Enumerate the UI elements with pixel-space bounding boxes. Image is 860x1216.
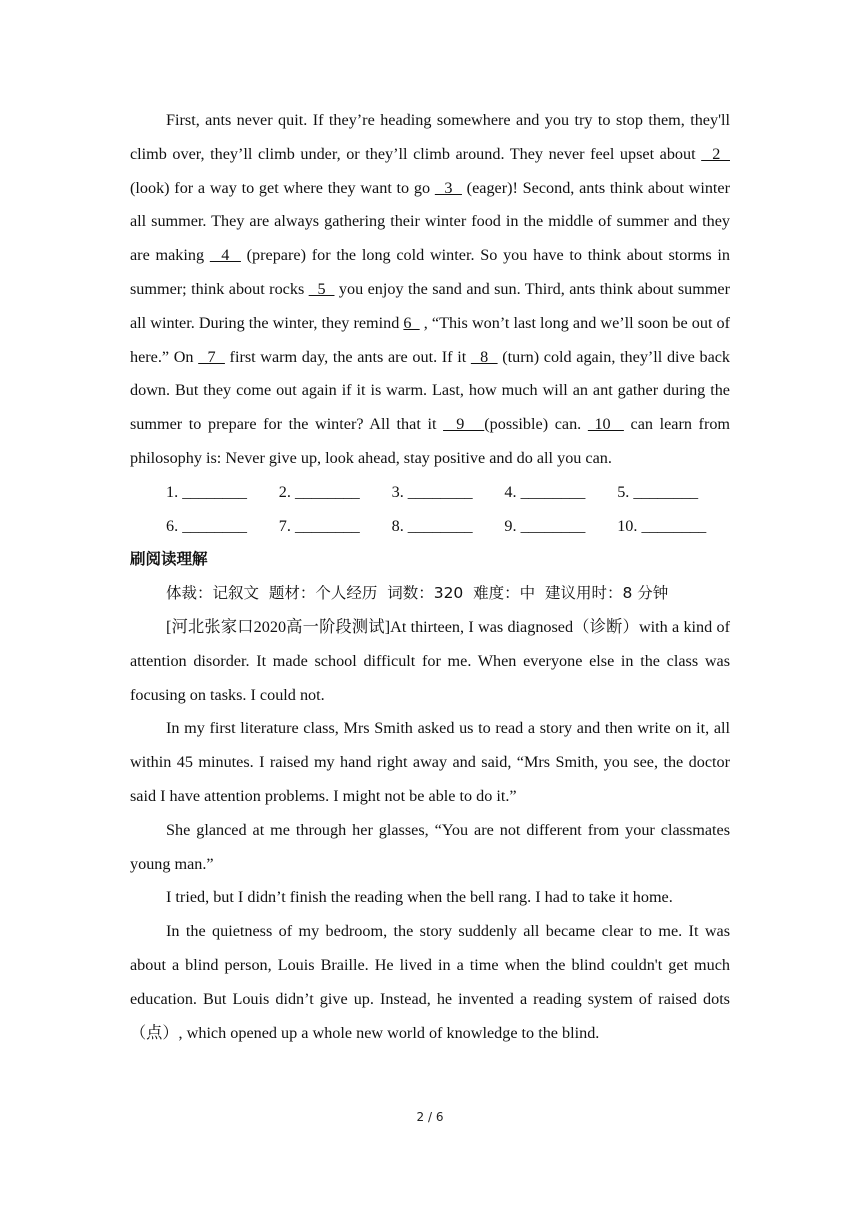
reading-paragraph-5: In the quietness of my bedroom, the story suddenly all became clear to me. It was about a blind person, Louis Braille. He lived in a time when the blind couldn't get much education. But Louis didn’t give up. Instead, he invented a reading system of raised dots（点）, which opened up a whole new world of knowledge to the blind. <box>130 922 730 1042</box>
passage-text: (turn) cold again, they’ll dive back down. But they come out again if it is warm. Last, how much will an ant gather during the summer to prepare for the winter? All that it <box>130 347 731 434</box>
passage-text: first warm day, the ants are out. If it <box>224 347 471 366</box>
blank-6: 6 <box>403 313 420 332</box>
answer-slot-9: 9. ________ <box>504 516 586 535</box>
passage-text: , “This won’t last long and we’ll soon be out of here.” On <box>130 313 731 366</box>
answer-slot-7: 7. ________ <box>278 516 360 535</box>
reading-paragraph-2: In my first literature class, Mrs Smith asked us to read a story and then write on it, all within 45 minutes. I raised my hand right away and said, “Mrs Smith, you see, the doctor said I have attention problems. I might not be able to do it.” <box>130 719 730 805</box>
answer-row-1 <box>130 476 730 510</box>
reading-paragraph-4: I tried, but I didn’t finish the reading when the bell rang. I had to take it home. <box>166 888 673 907</box>
reading-paragraph-1: [河北张家口2020高一阶段测试]At thirteen, I was diagnosed（诊断）with a kind of attention disorder. It made school difficult for me. When everyone else in the class was focusing on tasks. I could not. <box>130 617 730 704</box>
blank-4: 4 <box>209 246 241 265</box>
answer-slot-10: 10. ________ <box>617 516 707 535</box>
answer-row-2 <box>130 510 730 544</box>
section-meta: 体裁：记叙文 题材：个人经历 词数：320 难度：中 建议用时：8 分钟 <box>166 584 669 603</box>
answer-slot-3: 3. ________ <box>391 482 473 501</box>
blank-7: 7 <box>198 347 225 366</box>
answer-slot-5: 5. ________ <box>617 482 699 501</box>
section-heading: 刷阅读理解 <box>130 550 208 569</box>
blank-2: 2 <box>701 144 730 163</box>
blank-8: 8 <box>470 347 498 366</box>
answer-slot-2: 2. ________ <box>278 482 360 501</box>
passage-text: First, ants never quit. If they’re heading somewhere and you try to stop them, they'll climb over, they’ll climb under, or they’ll climb around. They never feel upset about <box>130 111 730 163</box>
answer-slot-8: 8. ________ <box>391 516 473 535</box>
page-content <box>130 104 730 1050</box>
blank-3: 3 <box>434 178 462 197</box>
passage-text: (eager)! Second, ants think about winter all summer. They are always gathering their winter food in the middle of summer and they are making <box>130 178 730 265</box>
blank-9: 9 <box>443 415 485 434</box>
answer-slot-4: 4. ________ <box>504 482 586 501</box>
passage-paragraph <box>130 104 730 476</box>
passage-text: you enjoy the sand and sun. Third, ants think about summer all winter. During the winter, they remind <box>130 279 730 332</box>
answer-slot-1: 1. ________ <box>166 482 247 501</box>
passage-text: (possible) can. <box>484 415 588 434</box>
blank-10: 10 <box>587 415 624 434</box>
blank-5: 5 <box>308 279 335 298</box>
passage-text: can learn from philosophy is: Never give up, look ahead, stay positive and do all you can. <box>130 415 731 467</box>
reading-paragraph-3: She glanced at me through her glasses, “You are not different from your classmates young man.” <box>130 820 730 873</box>
passage-text: (look) for a way to get where they want to go <box>130 178 435 197</box>
answer-slot-6: 6. ________ <box>166 516 247 535</box>
page-number: 2 / 6 <box>416 1110 444 1124</box>
passage-text: (prepare) for the long cold winter. So you have to think about storms in summer; think about rocks <box>130 246 731 298</box>
